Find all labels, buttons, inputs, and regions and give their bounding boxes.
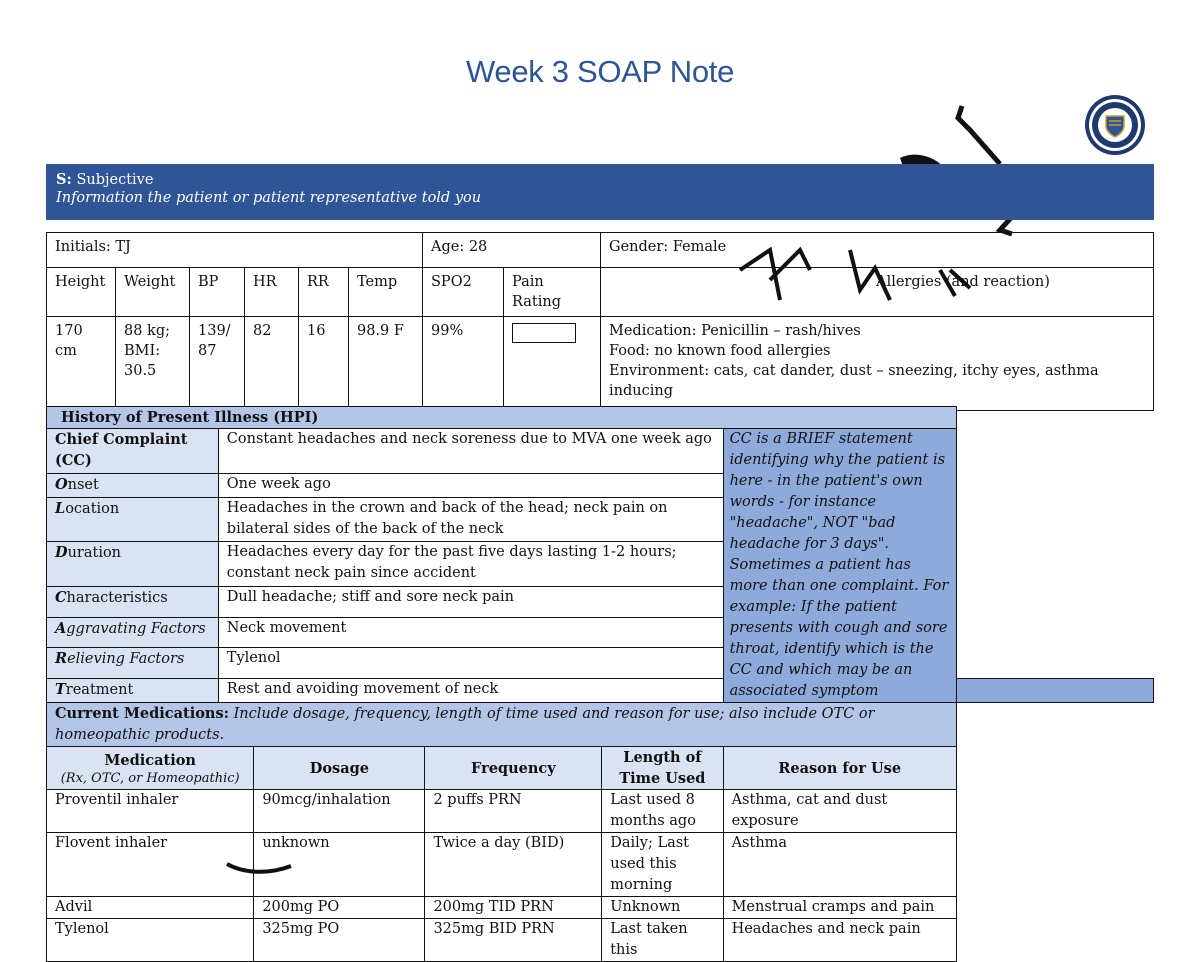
hr-value: 82: [245, 317, 299, 411]
allergy-medication: Medication: Penicillin – rash/hives: [609, 323, 861, 339]
allergy-food: Food: no known food allergies: [609, 343, 831, 359]
bp-header: BP: [190, 268, 245, 317]
characteristics-rest: haracteristics: [66, 590, 168, 607]
characteristics-initial: C: [55, 589, 67, 607]
aggravating-rest: ggravating Factors: [66, 621, 206, 638]
med-reason: Asthma, cat and dust exposure: [723, 790, 956, 833]
rr-header: RR: [299, 268, 349, 317]
med-frequency: 325mg BID PRN: [425, 919, 602, 962]
treatment-label: [47, 679, 219, 703]
height-unit: cm: [55, 343, 77, 359]
rr-value: 16: [299, 317, 349, 411]
med-length: Last taken this: [602, 919, 723, 962]
treatment-rest: reatment: [65, 682, 134, 699]
age-cell: Age: 28: [423, 233, 601, 268]
cc-value: Constant headaches and neck soreness due to MVA one week ago: [218, 429, 723, 474]
treatment-initial: T: [55, 681, 66, 699]
med-frequency: 2 puffs PRN: [425, 790, 602, 833]
aggravating-initial: A: [55, 620, 67, 638]
characteristics-label: [47, 587, 219, 618]
relieving-value: Tylenol: [218, 648, 723, 679]
location-initial: L: [55, 499, 66, 517]
table-row: [47, 833, 1154, 897]
pain-rating-header: Pain Rating: [504, 268, 601, 317]
relieving-initial: R: [55, 650, 68, 668]
table-row: [47, 919, 1154, 962]
pain-rating-value: [504, 317, 601, 411]
medication-column-header: [47, 747, 254, 790]
initials-cell: Initials: TJ: [47, 233, 423, 268]
med-name: Tylenol: [47, 919, 254, 962]
bp-systolic: 139/: [198, 323, 231, 339]
med-name: Proventil inhaler: [47, 790, 254, 833]
med-length: Daily; Last used this morning: [602, 833, 723, 897]
duration-label: [47, 542, 219, 587]
med-reason: Asthma: [723, 833, 956, 897]
bmi-value: 30.5: [124, 363, 157, 379]
medications-header: [47, 703, 957, 747]
weight-kg: 88 kg;: [124, 323, 171, 339]
hpi-header: History of Present Illness (HPI): [47, 407, 957, 429]
medications-header-bold: Current Medications:: [55, 705, 229, 722]
temp-header: Temp: [349, 268, 423, 317]
characteristics-value: Dull headache; stiff and sore neck pain: [218, 587, 723, 618]
onset-rest: nset: [67, 476, 99, 493]
allergies-header: Allergies (and reaction): [601, 268, 1154, 317]
gender-cell: Gender: Female: [601, 233, 1154, 268]
height-header: Height: [47, 268, 116, 317]
medication-column-subtitle: (Rx, OTC, or Homeopathic): [60, 770, 240, 786]
duration-value: Headaches every day for the past five days lasting 1-2 hours; constant neck pain since accident: [218, 542, 723, 587]
demographics-table: [46, 232, 1154, 411]
relieving-rest: elieving Factors: [67, 651, 185, 668]
dosage-column-header: Dosage: [254, 747, 425, 790]
location-rest: ocation: [65, 500, 120, 517]
location-value: Headaches in the crown and back of the head; neck pain on bilateral sides of the back of the neck: [218, 497, 723, 542]
onset-initial: O: [55, 475, 68, 493]
medications-header-instructions: Include dosage, frequency, length of time used and reason for use; also include OTC or homeopathic products.: [55, 706, 875, 743]
med-length: Unknown: [602, 897, 723, 919]
table-row: [47, 790, 1154, 833]
med-dosage: unknown: [254, 833, 425, 897]
treatment-value: Rest and avoiding movement of neck: [218, 679, 723, 703]
weight-value: [116, 317, 190, 411]
med-frequency: Twice a day (BID): [425, 833, 602, 897]
cc-guidance-note: CC is a BRIEF statement identifying why the patient is here - in the patient's own words - for instance "headache", NOT "bad headache for 3 days". Sometimes a patient has more than one complaint. For example: If the patient presents with cough and sore throat, identify which is the CC and which may be an associated symptom: [723, 429, 956, 703]
med-name: Advil: [47, 897, 254, 919]
duration-initial: D: [55, 544, 68, 562]
section-letter: S:: [56, 171, 72, 188]
med-dosage: 90mcg/inhalation: [254, 790, 425, 833]
frequency-column-header: Frequency: [425, 747, 602, 790]
med-dosage: 200mg PO: [254, 897, 425, 919]
med-length: Last used 8 months ago: [602, 790, 723, 833]
section-label: Subjective: [76, 172, 154, 188]
height-number: 170: [55, 323, 83, 339]
section-description: Information the patient or patient representative told you: [56, 190, 482, 206]
medication-column-title: Medication: [104, 751, 196, 769]
spo2-value: 99%: [423, 317, 504, 411]
location-label: [47, 497, 219, 542]
bp-diastolic: 87: [198, 343, 217, 359]
med-frequency: 200mg TID PRN: [425, 897, 602, 919]
length-column-header: Length of Time Used: [602, 747, 723, 790]
page-title: Week 3 SOAP Note: [465, 54, 735, 89]
cc-label: Chief Complaint (CC): [47, 429, 219, 474]
allergy-environment: Environment: cats, cat dander, dust – sneezing, itchy eyes, asthma inducing: [609, 363, 1099, 399]
weight-header: Weight: [116, 268, 190, 317]
height-value: [47, 317, 116, 411]
note-spacer: [956, 679, 1153, 703]
allergies-value: [601, 317, 1154, 411]
pain-rating-box[interactable]: [512, 323, 576, 343]
aggravating-label: [47, 618, 219, 648]
med-reason: Headaches and neck pain: [723, 919, 956, 962]
onset-value: One week ago: [218, 473, 723, 497]
spo2-header: SPO2: [423, 268, 504, 317]
temp-value: 98.9 F: [349, 317, 423, 411]
university-seal-icon: [1084, 94, 1146, 156]
med-name: Flovent inhaler: [47, 833, 254, 897]
duration-rest: uration: [67, 545, 122, 562]
onset-label: [47, 473, 219, 497]
aggravating-value: Neck movement: [218, 618, 723, 648]
bmi-label: BMI:: [124, 343, 161, 359]
hr-header: HR: [245, 268, 299, 317]
relieving-label: [47, 648, 219, 679]
bp-value: [190, 317, 245, 411]
subjective-section-header: [46, 164, 1154, 220]
med-dosage: 325mg PO: [254, 919, 425, 962]
hpi-table: [46, 406, 1154, 962]
reason-column-header: Reason for Use: [723, 747, 956, 790]
med-reason: Menstrual cramps and pain: [723, 897, 956, 919]
table-row: [47, 897, 1154, 919]
